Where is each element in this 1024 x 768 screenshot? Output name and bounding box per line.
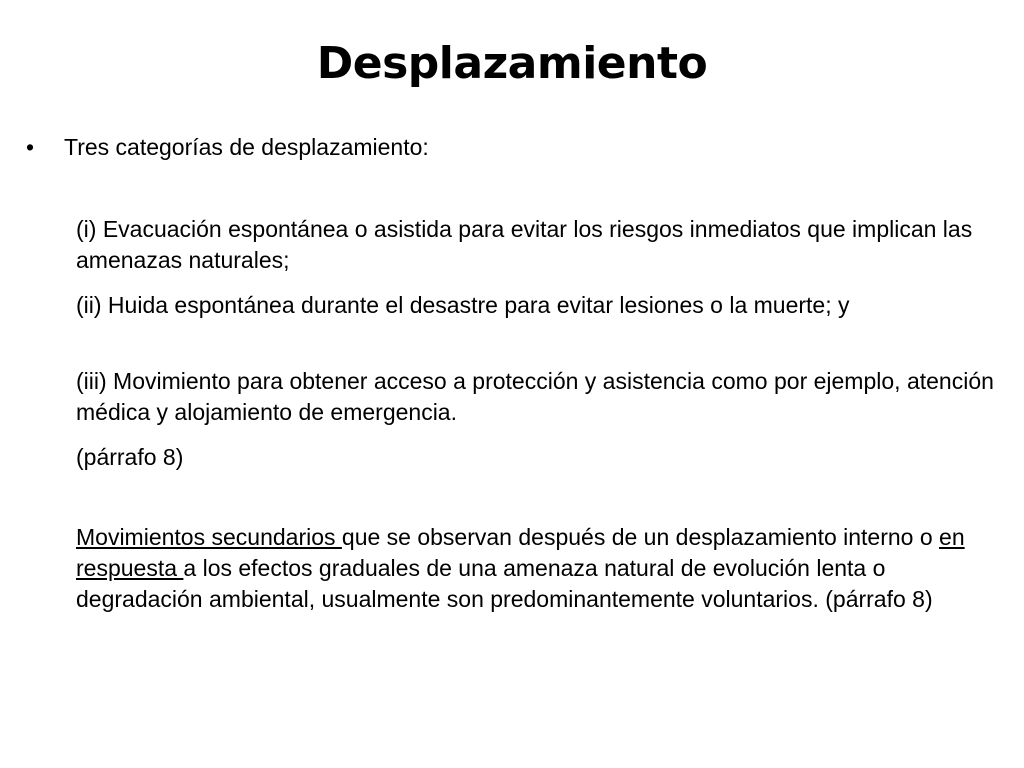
category-item-1: (i) Evacuación espontánea o asistida para evitar los riesgos inmediatos que implican las amenazas naturales; xyxy=(76,216,973,273)
secondary-text-1: que se observan después de un desplazamiento interno o xyxy=(341,524,940,550)
reference-note: (párrafo 8) xyxy=(76,444,184,470)
bullet-icon: • xyxy=(26,134,35,160)
secondary-movements-paragraph xyxy=(76,522,976,615)
category-item-2: (ii) Huida espontánea durante el desastre para evitar lesiones o la muerte; y xyxy=(76,292,850,318)
slide-title: Desplazamiento xyxy=(316,38,708,89)
bullet-heading xyxy=(26,132,429,162)
secondary-text-2: a los efectos graduales de una amenaza natural de evolución lenta o degradación ambiental, usualmente son predominantemente voluntarios. (párrafo 8) xyxy=(76,555,933,612)
secondary-movements-term: Movimientos secundarios xyxy=(76,524,342,550)
category-item-3: (iii) Movimiento para obtener acceso a protección y asistencia como por ejemplo, atención médica y alojamiento de emergencia. xyxy=(76,368,994,425)
in-response-term: en respuesta xyxy=(76,524,965,581)
bullet-heading-text: Tres categorías de desplazamiento: xyxy=(64,134,429,160)
